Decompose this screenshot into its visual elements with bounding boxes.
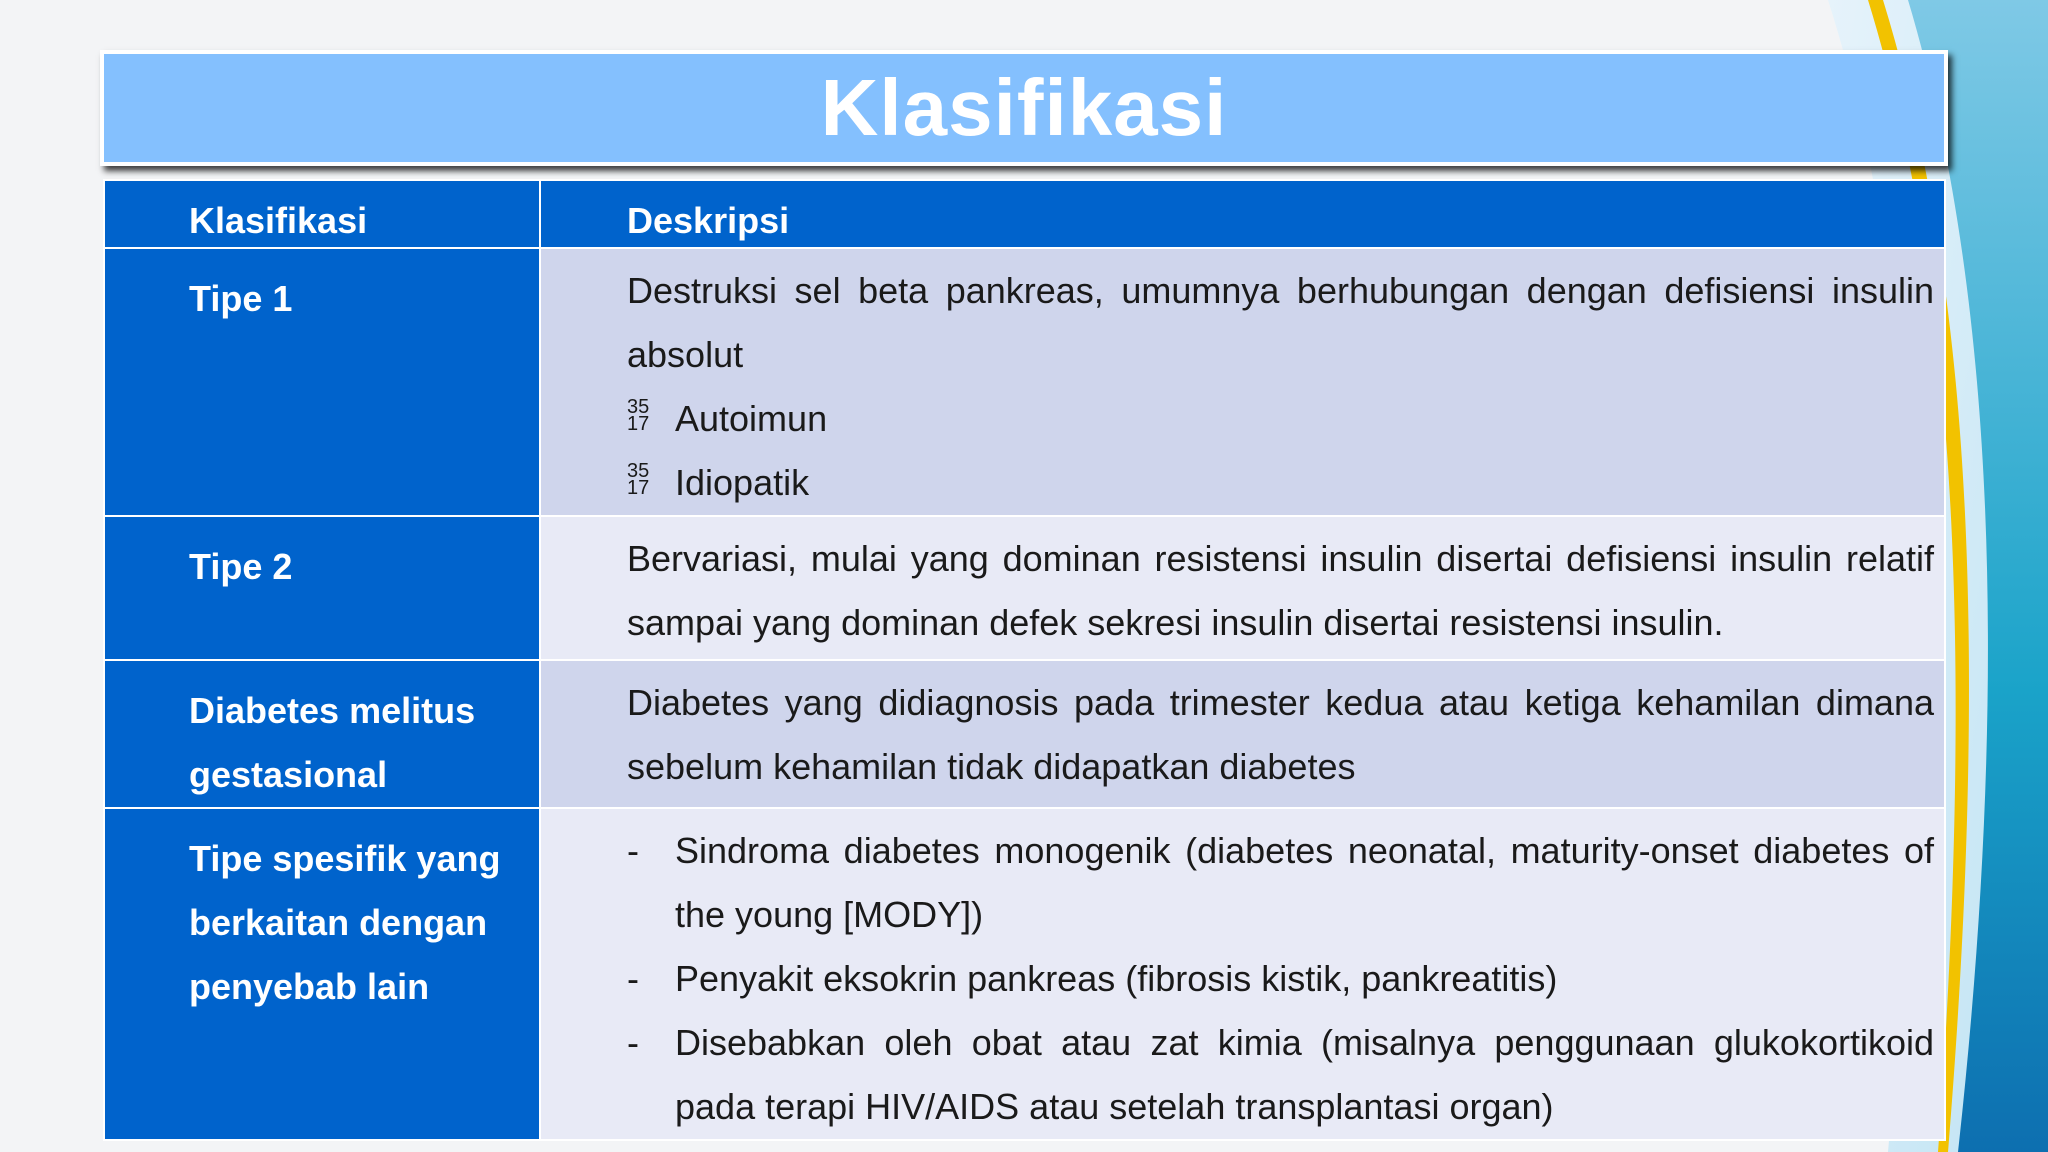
row-label: Tipe 2	[104, 516, 540, 660]
fraction-bullet-icon: 35 17	[627, 460, 650, 499]
header-klasifikasi: Klasifikasi	[104, 180, 540, 248]
row-description	[540, 248, 1945, 516]
description-text: Bervariasi, mulai yang dominan resistensi insulin disertai defisiensi insulin relatif sampai yang dominan defek sekresi insulin disertai resistensi insulin.	[627, 538, 1934, 643]
fraction-bullet-icon: 35 17	[627, 396, 650, 435]
row-label: Tipe spesifik yang berkaitan dengan penyebab lain	[104, 808, 540, 1140]
list-item-text: Sindroma diabetes monogenik (diabetes neonatal, maturity-onset diabetes of the young [MODY])	[675, 830, 1934, 935]
dash-bullet-icon: -	[627, 958, 639, 999]
table-header-row	[104, 180, 1945, 248]
list-item-text: Disebabkan oleh obat atau zat kimia (misalnya penggunaan glukokortikoid pada terapi HIV/AIDS atau setelah transplantasi organ)	[675, 1022, 1934, 1127]
list-item	[627, 819, 1934, 947]
list-item	[627, 1011, 1934, 1139]
list-item-text: Autoimun	[675, 398, 828, 439]
table-row	[104, 660, 1945, 808]
description-text: Destruksi sel beta pankreas, umumnya berhubungan dengan defisiensi insulin absolut	[627, 270, 1934, 375]
classification-table	[103, 179, 1946, 1141]
list-item-text: Idiopatik	[675, 462, 810, 503]
row-description	[540, 660, 1945, 808]
table-row	[104, 248, 1945, 516]
list-item	[627, 451, 1934, 515]
title-banner	[100, 50, 1948, 166]
header-deskripsi: Deskripsi	[540, 180, 1945, 248]
list-item	[627, 947, 1934, 1011]
list-item-text: Penyakit eksokrin pankreas (fibrosis kistik, pankreatitis)	[675, 958, 1558, 999]
dash-bullet-icon: -	[627, 1022, 639, 1063]
row-description	[540, 808, 1945, 1140]
row-description	[540, 516, 1945, 660]
list-item	[627, 387, 1934, 451]
dash-bullet-icon: -	[627, 830, 639, 871]
row-label: Diabetes melitus gestasional	[104, 660, 540, 808]
table-row	[104, 516, 1945, 660]
page-title: Klasifikasi	[820, 63, 1228, 152]
table-row	[104, 808, 1945, 1140]
description-text: Diabetes yang didiagnosis pada trimester kedua atau ketiga kehamilan dimana sebelum kehamilan tidak didapatkan diabetes	[627, 682, 1934, 787]
row-label: Tipe 1	[104, 248, 540, 516]
